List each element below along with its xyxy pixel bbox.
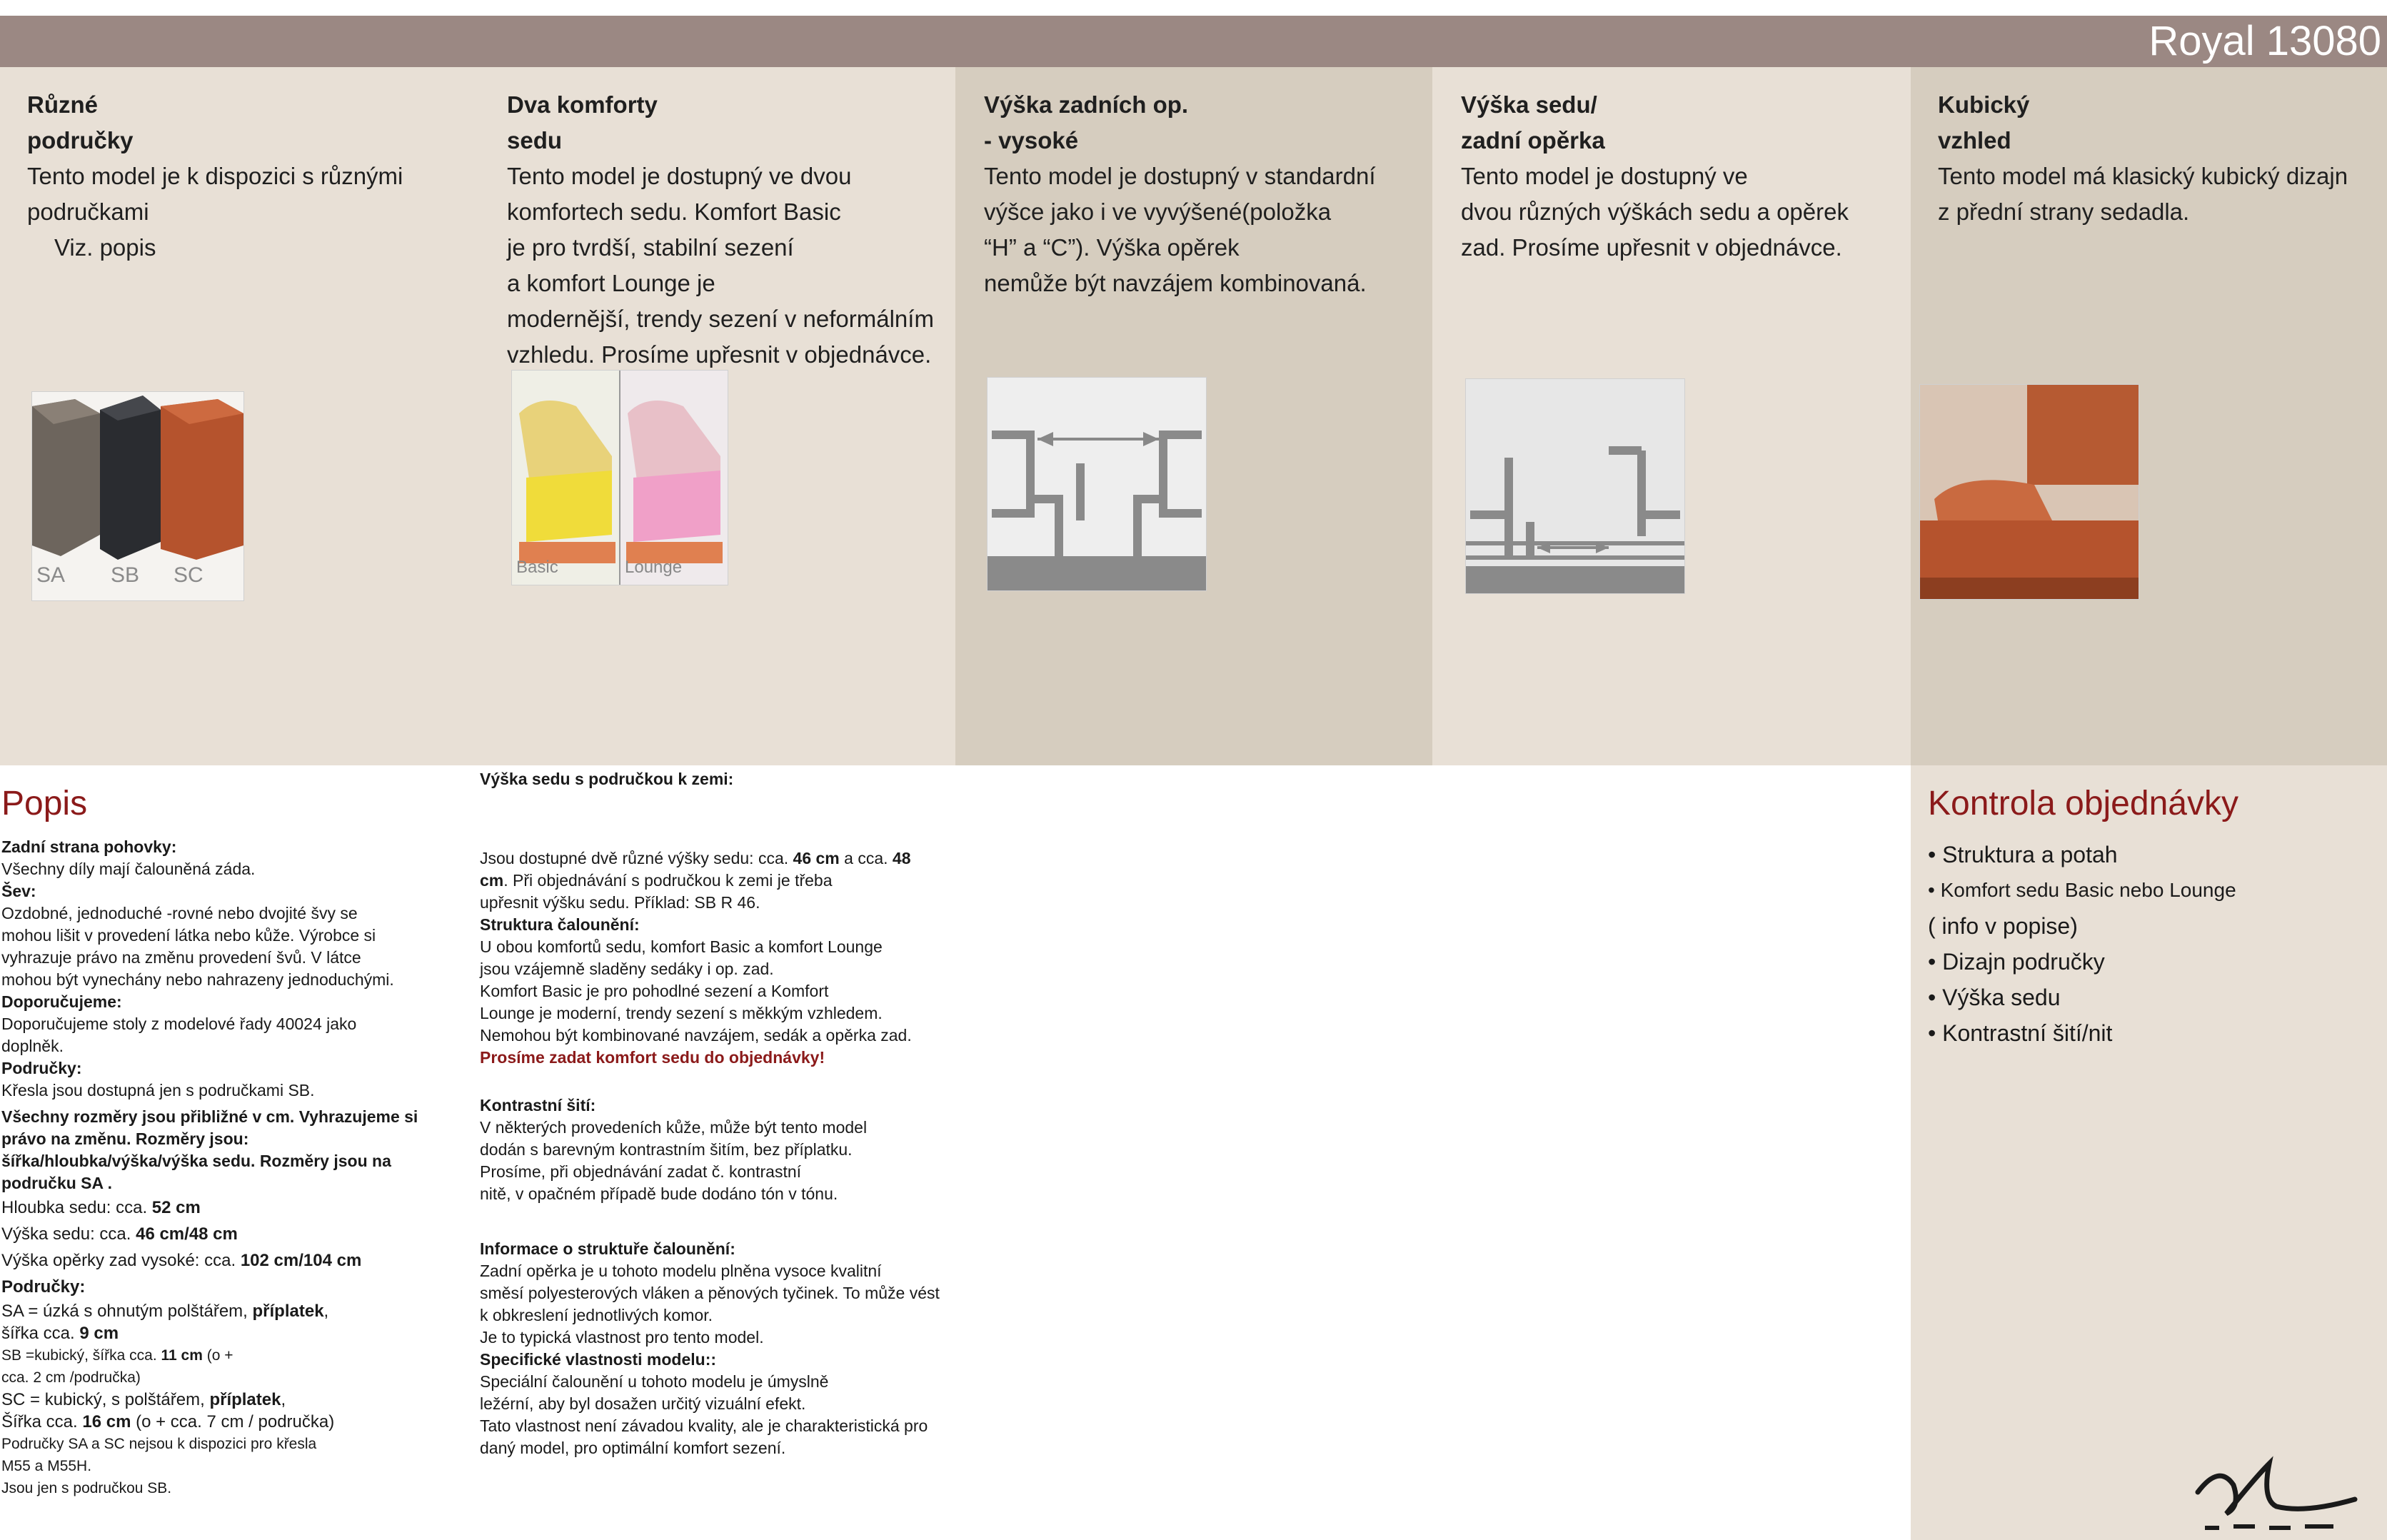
dimension-line: Výška opěrky zad vysoké: cca. 102 cm/104 cm — [1, 1251, 362, 1270]
feature-line: “H” a “C”). Výška opěrek — [984, 234, 1240, 261]
feature-line: područkami — [27, 198, 149, 225]
order-check-panel — [1911, 765, 2387, 1540]
dimension-line: Výška sedu: cca. 46 cm/48 cm — [1, 1224, 238, 1244]
spec-line: Speciální čalounění u tohoto modelu je úmyslně — [480, 1372, 829, 1391]
order-check-item: • Komfort sedu Basic nebo Lounge — [1928, 879, 2236, 901]
spec-line: daný model, pro optimální komfort sezení. — [480, 1439, 786, 1457]
feature-column-backrest-height — [955, 67, 1432, 765]
seat-comfort-photo — [511, 370, 728, 585]
seat-height-line2: cm. Při objednávání s područkou k zemi je třeba — [480, 871, 833, 890]
spec-line: Tato vlastnost není závadou kvality, ale je charakteristická pro — [480, 1416, 928, 1435]
armrest-sb-line: SB =kubický, šířka cca. 11 cm (o + — [1, 1347, 233, 1364]
structure-title: Struktura čalounění: — [480, 915, 640, 934]
popis-footer-line: Područky SA a SC nejsou k dispozici pro křesla — [1, 1436, 317, 1452]
feature-subheading: zadní opěrka — [1461, 127, 1605, 154]
feature-heading: Dva komforty — [507, 91, 658, 118]
spec-line: ležérní, aby byl dosažen určitý vizuální efekt. — [480, 1394, 806, 1413]
order-check-item: • Dizajn područky — [1928, 949, 2105, 975]
feature-text — [984, 87, 1376, 301]
feature-line: výšce jako i ve vyvýšené(položka — [984, 198, 1332, 225]
popis-heading: šířka/hloubka/výška/výška sedu. Rozměry jsou na — [1, 1152, 391, 1170]
popis-section — [1, 784, 458, 1499]
feature-line: z přední strany sedadla. — [1938, 198, 2190, 225]
structure-line: Komfort Basic je pro pohodlné sezení a Komfort — [480, 982, 829, 1000]
comfort-label-basic: Basic — [516, 558, 558, 577]
popis-line: Ozdobné, jednoduché -rovné nebo dvojité švy se — [1, 904, 358, 922]
feature-line: nemůže být navzájem kombinovaná. — [984, 270, 1367, 296]
armrest-label-sc: SC — [174, 563, 203, 587]
armrest-sc-line: SC = kubický, s polštářem, příplatek, — [1, 1390, 286, 1409]
popis-line: mohou být vynechány nebo nahrazeny jednoduchými. — [1, 970, 394, 989]
structure-line: Lounge je moderní, trendy sezení s měkkým vzhledem. — [480, 1004, 883, 1022]
feature-heading: Výška sedu/ — [1461, 91, 1597, 118]
info-line: Zadní opěrka je u tohoto modelu plněna vysoce kvalitní — [480, 1262, 882, 1280]
order-check-item: • Výška sedu — [1928, 985, 2061, 1010]
feature-heading: Kubický — [1938, 91, 2030, 118]
spec-title: Specifické vlastnosti modelu:: — [480, 1350, 717, 1369]
feature-line: Tento model je k dispozici s různými — [27, 163, 403, 189]
backrest-height-icon — [988, 378, 1206, 590]
feature-subheading: - vysoké — [984, 127, 1079, 154]
popis-footer-line: M55 a M55H. — [1, 1458, 92, 1474]
seat-height-title: Výška sedu s područkou k zemi: — [480, 770, 734, 788]
armrest-sa-line: SA = úzká s ohnutým polštářem, příplatek, — [1, 1302, 329, 1321]
popis-heading: Područky: — [1, 1059, 82, 1077]
contrast-title: Kontrastní šití: — [480, 1096, 596, 1114]
info-line: Je to typická vlastnost pro tento model. — [480, 1328, 764, 1347]
contrast-line: dodán s barevným kontrastním šitím, bez příplatku. — [480, 1140, 853, 1159]
popis-line: Křesla jsou dostupná jen s područkami SB. — [1, 1081, 315, 1099]
feature-line: Tento model je dostupný ve — [1461, 163, 1748, 189]
armrest-sb-width: cca. 2 cm /područka) — [1, 1369, 141, 1386]
feature-line: je pro tvrdší, stabilní sezení — [507, 234, 794, 261]
popis-title: Popis — [1, 785, 88, 822]
structure-line: U obou komfortů sedu, komfort Basic a komfort Lounge — [480, 937, 883, 956]
popis-heading: područku SA . — [1, 1174, 113, 1192]
feature-text — [1938, 87, 2348, 230]
feature-subheading: vzhled — [1938, 127, 2011, 154]
popis-line: mohou lišit v provedení látka nebo kůže. Výrobce si — [1, 926, 376, 945]
feature-line: Tento model je dostupný v standardní — [984, 163, 1376, 189]
armrest-sa-width: šířka cca. 9 cm — [1, 1324, 119, 1343]
feature-line: Tento model je dostupný ve dvou — [507, 163, 852, 189]
feature-line: komfortech sedu. Komfort Basic — [507, 198, 841, 225]
comfort-label-lounge: Lounge — [625, 558, 683, 577]
structure-warning: Prosíme zadat komfort sedu do objednávky! — [480, 1048, 825, 1067]
contrast-line: Prosíme, při objednávání zadat č. kontrastní — [480, 1162, 802, 1181]
feature-heading: Různé — [27, 91, 98, 118]
seat-comfort-icon — [512, 371, 728, 585]
order-check-item: • Struktura a potah — [1928, 842, 2118, 867]
feature-line: Viz. popis — [54, 234, 156, 261]
page-title: Royal 13080 — [2149, 18, 2381, 64]
popis-heading: Všechny rozměry jsou přibližné v cm. Vyhrazujeme si — [1, 1107, 418, 1126]
dimension-line: Hloubka sedu: cca. 52 cm — [1, 1198, 201, 1217]
structure-line: Nemohou být kombinované navzájem, sedák a opěrka zad. — [480, 1026, 912, 1045]
structure-line: jsou vzájemně sladěny sedáky i op. zad. — [480, 960, 774, 978]
armrest-variants-photo — [31, 391, 244, 601]
header-bar — [0, 16, 2387, 67]
cubic-look-icon — [1920, 385, 2139, 599]
feature-subheading: područky — [27, 127, 134, 154]
seat-height-line1: Jsou dostupné dvě různé výšky sedu: cca. 46 cm a cca. 48 — [480, 849, 911, 867]
seat-height-line3: upřesnit výšku sedu. Příklad: SB R 46. — [480, 893, 760, 912]
popis-line: Všechny díly mají čalouněná záda. — [1, 860, 256, 878]
cubic-look-photo — [1919, 384, 2139, 600]
feature-text — [507, 87, 934, 373]
feature-column-seat-height — [1432, 67, 1911, 765]
popis-heading: Zadní strana pohovky: — [1, 837, 177, 856]
order-check-title: Kontrola objednávky — [1928, 785, 2238, 822]
popis-heading: právo na změnu. Rozměry jsou: — [1, 1129, 249, 1148]
armrest-sc-width: Šířka cca. 16 cm (o + cca. 7 cm / područka) — [1, 1412, 335, 1431]
popis-heading: Šev: — [1, 882, 36, 900]
info-line: směsí polyesterových vláken a pěnových tyčinek. To může vést — [480, 1284, 940, 1302]
feature-column-armrests — [0, 67, 477, 765]
order-check-list — [1928, 837, 2236, 1051]
info-title: Informace o struktuře čalounění: — [480, 1239, 735, 1258]
order-check-item: • Kontrastní šití/nit — [1928, 1020, 2113, 1046]
feature-line: Tento model má klasický kubický dizajn — [1938, 163, 2348, 189]
feature-column-seat-comfort — [477, 67, 955, 765]
backrest-height-diagram — [987, 377, 1207, 591]
feature-line: a komfort Lounge je — [507, 270, 715, 296]
popis-line: Doporučujeme stoly z modelové řady 40024 jako — [1, 1015, 357, 1033]
contrast-line: V některých provedeních kůže, může být tento model — [480, 1118, 868, 1137]
order-check-item: ( info v popise) — [1928, 913, 2078, 939]
armrests-heading: Područky: — [1, 1277, 86, 1297]
feature-line: modernější, trendy sezení v neformálním — [507, 306, 934, 332]
armrest-label-sa: SA — [36, 563, 66, 587]
feature-column-cubic-look — [1911, 67, 2387, 765]
seat-height-diagram — [1465, 378, 1685, 594]
seat-height-icon — [1466, 379, 1684, 593]
feature-text — [1461, 87, 1849, 266]
feature-line: vzhledu. Prosíme upřesnit v objednávce. — [507, 341, 932, 368]
feature-heading: Výška zadních op. — [984, 91, 1189, 118]
contrast-line: nitě, v opačném případě bude dodáno tón v tónu. — [480, 1184, 838, 1203]
feature-line: dvou různých výškách sedu a opěrek — [1461, 198, 1849, 225]
brand-signature-logo-icon — [2191, 1449, 2362, 1539]
info-line: k obkreslení jednotlivých komor. — [480, 1306, 713, 1324]
popis-line: doplněk. — [1, 1037, 64, 1055]
feature-line: zad. Prosíme upřesnit v objednávce. — [1461, 234, 1842, 261]
popis-line: vyhrazuje právo na změnu provedení švů. V látce — [1, 948, 361, 967]
middle-info-section — [480, 768, 951, 1459]
popis-footer-line: Jsou jen s područkou SB. — [1, 1480, 172, 1496]
popis-heading: Doporučujeme: — [1, 992, 122, 1011]
armrest-label-sb: SB — [111, 563, 140, 587]
feature-subheading: sedu — [507, 127, 563, 154]
feature-text — [27, 87, 403, 266]
popis-body — [1, 836, 458, 1499]
